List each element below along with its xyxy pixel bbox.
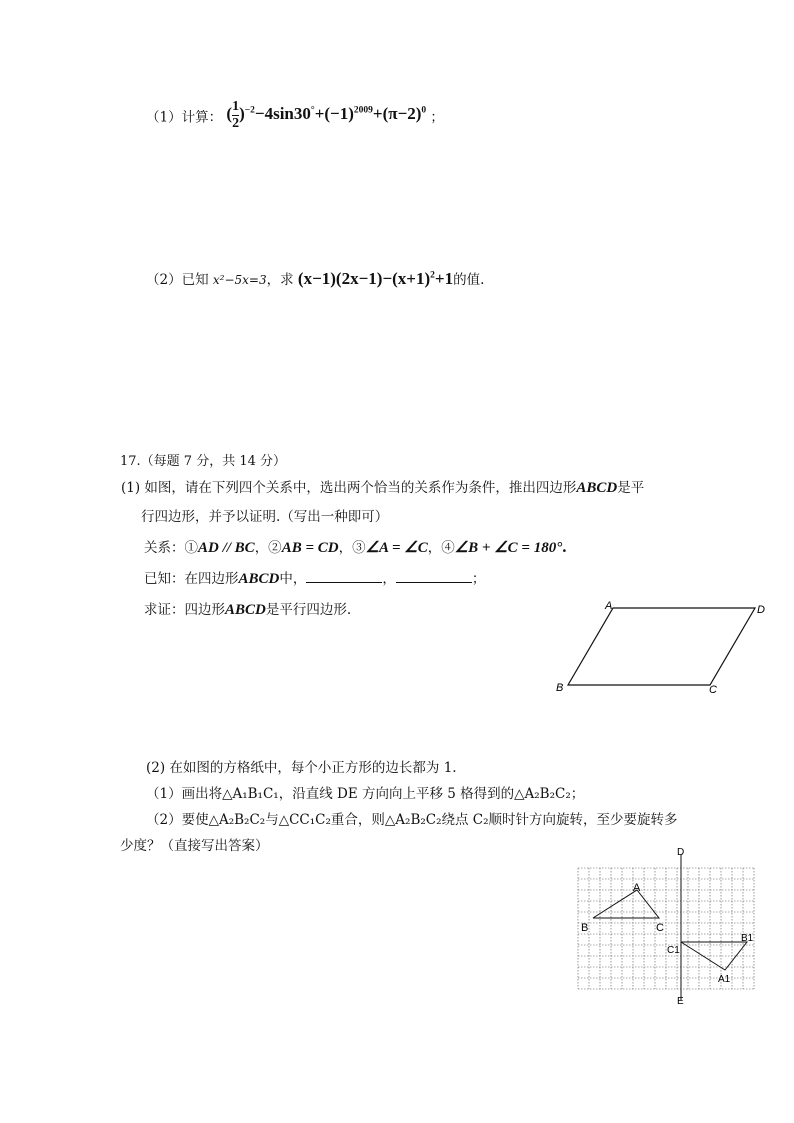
q16-part1-expression: ( $\frac{1}{2}$ )$^{-2}-4\sin 30^\circ+(-1)^{2009}+(\pi-2)^0$ xyxy=(226,99,427,131)
q17-p1-line2: 行四边形，并予以证明.（写出一种即可） xyxy=(141,509,389,525)
parallelogram-figure xyxy=(550,595,780,700)
grid-label-a1: A1 xyxy=(718,974,731,985)
q16-part1: （1）计算： ( $\frac{1}{2}$ )$^{-2}-4\sin 30^\circ+(-1)^{2009}+(\pi-2)^0$ ； xyxy=(146,99,444,131)
q16-part2-condition: x²−5x=3 xyxy=(212,273,267,287)
fraction-one-half: $\frac{1}{2}$ xyxy=(232,99,240,131)
q17-prove: 求证：四边形ABCD是平行四边形. xyxy=(144,602,352,618)
grid-figure xyxy=(570,845,770,1010)
grid-label-d: D xyxy=(677,847,685,858)
q17-p1-line1: (1) 如图，请在下列四个关系中，选出两个恰当的关系作为条件，推出四边形ABCD是平 xyxy=(121,480,645,496)
answer-blank-1[interactable] xyxy=(306,570,382,583)
q16-part2: （2）已知 x²−5x=3，求 $(x-1)(2x-1)-(x+1)^2+1$的值. xyxy=(146,269,485,288)
vertex-label-a: A xyxy=(605,600,613,612)
grid-label-a: A xyxy=(633,882,641,894)
q17-p2-intro: (2) 在如图的方格纸中，每个小正方形的边长都为 1. xyxy=(146,760,457,776)
vertex-label-c: C xyxy=(709,684,717,696)
q17-p2-sub2-cont: 少度？（直接写出答案） xyxy=(120,838,269,854)
grid-label-b: B xyxy=(581,922,589,934)
parallelogram-abcd xyxy=(568,608,755,685)
q17-header: 17.（每题 7 分，共 14 分） xyxy=(120,454,287,469)
triangle-abc xyxy=(593,890,659,918)
answer-blank-2[interactable] xyxy=(396,570,472,583)
dotted-grid xyxy=(578,868,754,989)
q17-relations: 关系：①AD // BC，②AB = CD，③∠A = ∠C，④∠B + ∠C = 180°. xyxy=(144,537,567,556)
grid-label-b1: B1 xyxy=(741,933,754,944)
grid-label-e: E xyxy=(677,996,684,1007)
q16-part2-expression: $(x-1)(2x-1)-(x+1)^2+1$ xyxy=(297,269,454,288)
vertex-label-d: D xyxy=(757,604,765,616)
q17-known: 已知：在四边形ABCD中， ， ； xyxy=(144,571,486,587)
q16-part1-label: （1）计算： xyxy=(146,109,223,126)
vertex-label-b: B xyxy=(556,682,564,694)
grid-label-c1: C1 xyxy=(667,945,680,956)
grid-label-c: C xyxy=(656,922,664,934)
q17-p2-sub2: （2）要使△A₂B₂C₂与△CC₁C₂重合，则△A₂B₂C₂绕点 C₂顺时针方向旋转，至少要旋转多 xyxy=(146,812,678,828)
q17-p2-sub1: （1）画出将△A₁B₁C₁，沿直线 DE 方向向上平移 5 格得到的△A₂B₂C₂； xyxy=(146,786,585,802)
